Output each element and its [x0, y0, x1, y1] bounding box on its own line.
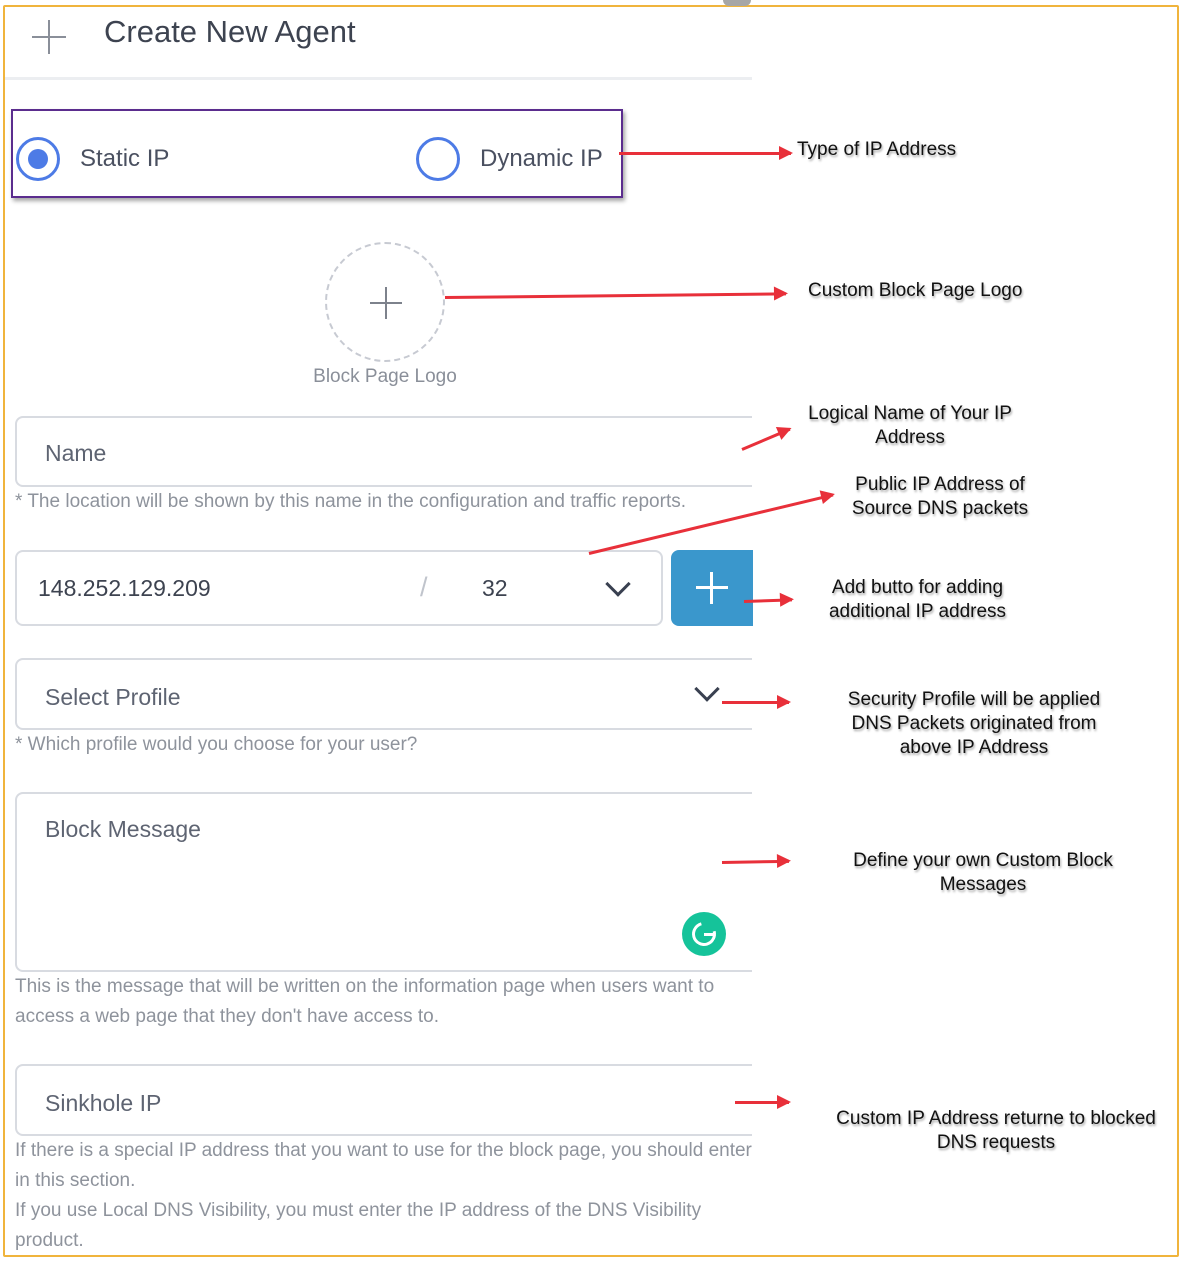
block-message-hint: This is the message that will be written on the information page when users want to access a web page that they don't have access to.: [15, 976, 715, 1027]
sinkhole-hint-dns: If you use Local DNS Visibility, you must enter the IP address of the DNS Visibility product.: [15, 1200, 702, 1251]
logo-upload-button[interactable]: [325, 242, 445, 362]
grammarly-bar: [704, 933, 715, 936]
radio-unselected-icon: [416, 137, 460, 181]
ip-address-input[interactable]: [15, 550, 663, 626]
name-input[interactable]: [15, 416, 752, 487]
radio-selected-icon: [16, 137, 60, 181]
plus-icon: [696, 572, 728, 604]
annotation-add-button: Add butto for adding additional IP address: [828, 577, 1007, 622]
sinkhole-placeholder: Sinkhole IP: [45, 1090, 162, 1116]
annotation-logo: Custom Block Page Logo: [808, 280, 1023, 301]
plus-icon: [32, 20, 66, 54]
annotation-name: Logical Name of Your IP Address: [808, 403, 1012, 448]
plus-icon: [370, 287, 402, 319]
radio-label: Static IP: [80, 145, 170, 172]
profile-hint: * Which profile would you choose for your user?: [15, 734, 418, 755]
profile-select[interactable]: [15, 658, 752, 730]
header-divider: [5, 77, 752, 80]
annotation-message: Define your own Custom Block Messages: [853, 850, 1113, 895]
radio-label: Dynamic IP: [480, 145, 603, 172]
sinkhole-ip-input[interactable]: [15, 1064, 752, 1136]
name-placeholder: Name: [45, 440, 107, 466]
window-tab: [723, 0, 751, 6]
grammarly-icon[interactable]: [682, 912, 726, 956]
annotation-arrow: [619, 152, 791, 155]
annotation-arrow: [735, 1101, 789, 1104]
add-ip-button[interactable]: [671, 550, 753, 626]
ip-address-value: 148.252.129.209: [38, 575, 211, 601]
logo-upload-label: Block Page Logo: [313, 366, 457, 387]
radio-dynamic-ip[interactable]: [416, 137, 603, 181]
annotation-public-ip: Public IP Address of Source DNS packets: [851, 474, 1029, 519]
ip-type-group: [11, 109, 623, 198]
chevron-down-icon[interactable]: [605, 571, 630, 596]
annotation-arrow: [722, 701, 789, 704]
sinkhole-hint: If there is a special IP address that you want to use for the block page, you should enter in this section.: [15, 1140, 752, 1191]
radio-static-ip[interactable]: [16, 137, 169, 181]
annotation-arrow: [722, 860, 789, 864]
chevron-down-icon: [694, 676, 719, 701]
subnet-mask-value: 32: [482, 575, 508, 601]
page-title: Create New Agent: [104, 14, 356, 49]
block-message-textarea[interactable]: [15, 792, 752, 972]
name-hint: * The location will be shown by this name in the configuration and traffic reports.: [15, 491, 687, 512]
block-message-placeholder: Block Message: [45, 816, 201, 842]
profile-placeholder: Select Profile: [45, 684, 181, 710]
annotation-profile: Security Profile will be applied DNS Packets originated from above IP Address: [847, 689, 1101, 758]
ip-separator: /: [420, 572, 428, 602]
annotation-ip-type: Type of IP Address: [797, 139, 957, 160]
annotation-sinkhole: Custom IP Address returne to blocked DNS requests: [836, 1108, 1156, 1153]
